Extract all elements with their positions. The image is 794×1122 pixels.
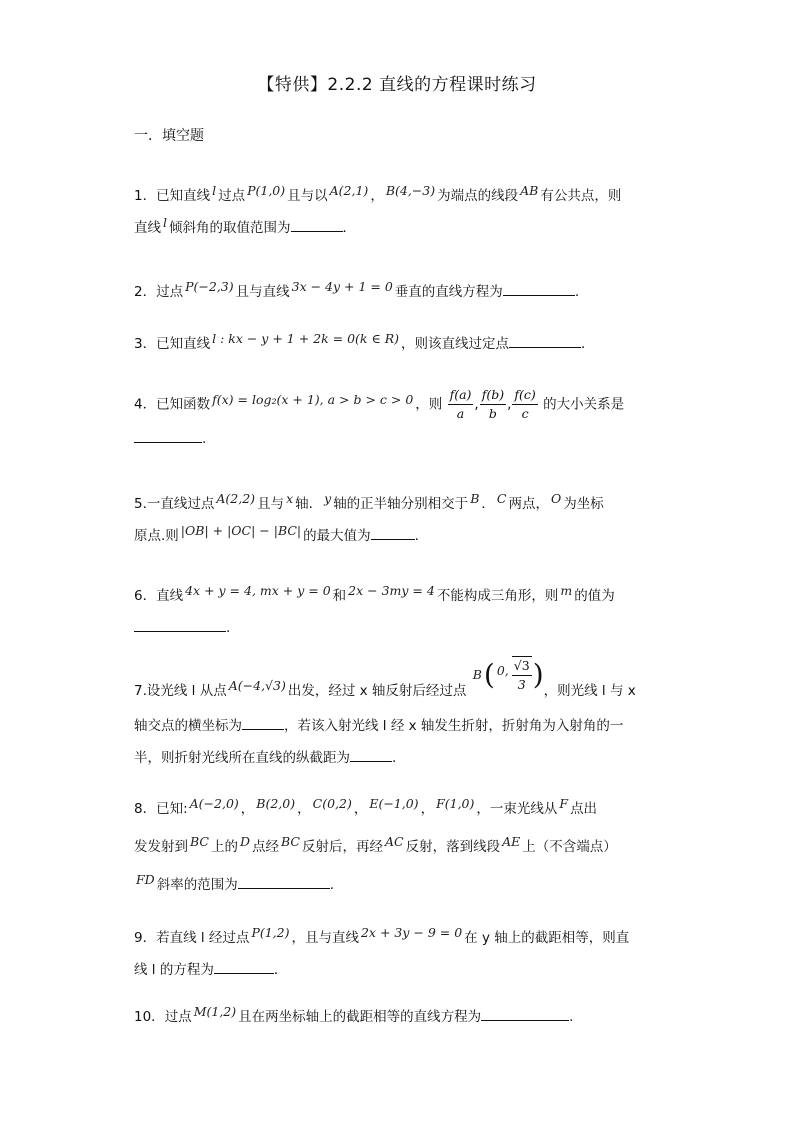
question-9 xyxy=(134,922,674,986)
math-expression: A(2,1) xyxy=(329,183,369,198)
question-text: 且在两坐标轴上的截距相等的直线方程为 xyxy=(238,1009,482,1025)
question-number: 2． xyxy=(134,284,157,300)
separator: ， xyxy=(297,801,311,817)
question-text: 过点 xyxy=(164,1009,192,1025)
question-text: 设光线 l 从点 xyxy=(146,683,227,699)
answer-blank[interactable] xyxy=(291,217,343,232)
section-heading: 一．填空题 xyxy=(134,128,204,144)
separator: ， xyxy=(353,801,368,817)
answer-blank[interactable] xyxy=(214,959,274,974)
question-text: 两点， xyxy=(508,496,549,512)
question-text: . xyxy=(329,877,334,893)
question-text: 点经 xyxy=(252,839,280,855)
question-number: 1． xyxy=(134,188,157,204)
math-expression: B xyxy=(470,491,480,506)
separator: , xyxy=(507,396,512,413)
math-expression: AB xyxy=(520,183,539,198)
fraction: $\frac{f(b)}{b}$ xyxy=(481,387,505,421)
question-5 xyxy=(134,488,674,552)
question-text: 半，则折射光线所在直线的纵截距为 xyxy=(134,750,350,766)
question-text: 的值为 xyxy=(574,588,615,604)
question-text: . xyxy=(226,620,231,636)
math-expression: 2x + 3y − 9 = 0 xyxy=(360,925,463,940)
question-text: 和 xyxy=(332,588,347,604)
math-expression: l : kx − y + 1 + 2k = 0(k ∈ R) xyxy=(212,331,399,346)
separator: ， xyxy=(240,801,255,817)
question-text: 轴交点的横坐标为 xyxy=(134,718,242,734)
answer-blank[interactable] xyxy=(371,525,415,540)
question-8 xyxy=(134,790,674,904)
question-text: 直线 xyxy=(134,220,161,236)
math-expression: A(−2,0) xyxy=(189,796,239,811)
math-expression: BC xyxy=(281,834,300,849)
question-text: 出发，经过 x 轴反射后经过点 xyxy=(287,683,467,699)
question-number: 10． xyxy=(134,1009,165,1025)
question-text: 线 l 的方程为 xyxy=(134,962,214,978)
fraction: $\frac{√3}{3}$ xyxy=(513,658,530,692)
math-expression: x xyxy=(286,491,294,506)
question-text: 在 y 轴上的截距相等，则直 xyxy=(464,930,630,946)
math-expression: B(4,−3) xyxy=(385,183,436,198)
question-text: 斜率的范围为 xyxy=(156,877,238,893)
math-expression: C(0,2) xyxy=(312,796,352,811)
math-expression: A(−4,√3) xyxy=(228,678,286,693)
question-text: 直线 xyxy=(156,588,184,604)
answer-blank[interactable] xyxy=(134,617,226,632)
question-text: 已知直线 xyxy=(156,336,211,352)
question-text: 且与直线 xyxy=(235,284,290,300)
question-2 xyxy=(134,276,674,308)
question-text: 已知直线 xyxy=(156,188,211,204)
math-expression: l xyxy=(163,215,167,230)
math-expression: m xyxy=(560,583,573,598)
question-text: 过点 xyxy=(218,188,246,204)
math-expression: BC xyxy=(190,834,209,849)
question-text: . xyxy=(574,284,580,300)
math-expression: B(2,0) xyxy=(256,796,296,811)
point-b-expression: B( 0, $\frac{√3}{3}$ ) xyxy=(472,658,544,692)
question-text: 一直线过点 xyxy=(146,496,215,512)
question-6 xyxy=(134,580,674,644)
question-text: 上的 xyxy=(210,839,238,855)
question-text: 发发射到 xyxy=(134,839,188,855)
answer-blank[interactable] xyxy=(503,281,575,296)
question-text: . xyxy=(414,528,419,544)
answer-blank[interactable] xyxy=(481,1006,569,1021)
question-text: 轴的正半轴分别相交于 xyxy=(333,496,469,512)
question-text: . xyxy=(202,431,207,447)
question-text: ，一束光线从 xyxy=(476,801,558,817)
math-expression: P(−2,3) xyxy=(185,279,234,294)
question-text: ，若该入射光线 l 经 x 轴发生折射，折射角为入射角的一 xyxy=(284,718,624,734)
answer-blank[interactable] xyxy=(509,333,581,348)
question-text: 且与 xyxy=(257,496,285,512)
question-text: 若直线 l 经过点 xyxy=(156,930,250,946)
question-number: 8． xyxy=(134,801,157,817)
math-expression: E(−1,0) xyxy=(369,796,419,811)
question-text: 有公共点，则 xyxy=(540,188,622,204)
question-number: 3． xyxy=(134,336,157,352)
question-text: ，则光线 l 与 x xyxy=(543,683,636,699)
question-text: 垂直的直线方程为 xyxy=(394,284,503,300)
question-text: 的最大值为 xyxy=(303,528,371,544)
question-text: ． xyxy=(273,962,288,978)
question-text: . xyxy=(392,750,397,766)
math-expression: C xyxy=(496,491,507,506)
question-text: ． xyxy=(581,336,595,352)
question-number: 5. xyxy=(134,496,147,512)
math-expression: A(2,2) xyxy=(216,491,256,506)
math-expression: 2x − 3my = 4 xyxy=(348,583,435,598)
question-text: ． xyxy=(342,220,356,236)
question-text: 倾斜角的取值范围为 xyxy=(169,220,291,236)
math-expression: O xyxy=(550,491,562,506)
question-text: 反射，落到线段 xyxy=(405,839,501,855)
separator: ， xyxy=(420,801,435,817)
question-text: 的大小关系是 xyxy=(543,396,625,413)
question-text: . xyxy=(569,1009,574,1025)
question-number: 4． xyxy=(134,396,157,413)
math-expression: |OB| + |OC| − |BC| xyxy=(180,523,302,538)
math-expression: AC xyxy=(385,834,404,849)
question-text: ，且与直线 xyxy=(291,930,359,946)
question-text: 过点 xyxy=(156,284,184,300)
question-text: 为坐标 xyxy=(563,496,604,512)
answer-blank[interactable] xyxy=(238,874,330,889)
question-text: 点出 xyxy=(570,801,598,817)
math-expression: l xyxy=(212,183,217,198)
answer-blank[interactable] xyxy=(134,428,202,443)
question-number: 6． xyxy=(134,588,157,604)
separator: , xyxy=(474,396,479,413)
question-text: ， xyxy=(370,188,384,204)
math-expression: AE xyxy=(502,834,521,849)
question-text: 原点.则 xyxy=(134,528,179,544)
question-text: 且与以 xyxy=(287,188,328,204)
question-text: ，则 xyxy=(415,396,443,413)
question-text: 不能构成三角形，则 xyxy=(436,588,559,604)
question-text: 反射后，再经 xyxy=(302,839,383,855)
question-1 xyxy=(134,180,674,244)
question-number: 9． xyxy=(134,930,157,946)
math-expression: f(x) = log₂(x + 1), a > b > c > 0 xyxy=(212,391,414,407)
math-expression: D xyxy=(239,834,251,849)
question-text: 已知函数 xyxy=(156,396,211,413)
question-number: 7. xyxy=(134,683,147,699)
math-expression: FD xyxy=(136,872,155,887)
question-3 xyxy=(134,328,674,360)
math-expression: F(1,0) xyxy=(436,796,475,811)
question-text: ，则该直线过定点 xyxy=(401,336,509,352)
fraction: $\frac{f(a)}{a}$ xyxy=(449,387,472,421)
question-text: 为端点的线段 xyxy=(437,188,519,204)
question-text: 已知: xyxy=(156,801,188,817)
page-title: 【特供】2.2.2 直线的方程课时练习 xyxy=(257,75,537,95)
answer-blank[interactable] xyxy=(242,715,284,730)
math-expression: 4x + y = 4, mx + y = 0 xyxy=(185,583,331,598)
fraction: $\frac{f(c)}{c}$ xyxy=(514,387,536,421)
math-expression: P(1,0) xyxy=(247,183,286,198)
math-expression: M(1,2) xyxy=(193,1004,237,1019)
math-expression: 3x − 4y + 1 = 0 xyxy=(291,279,393,294)
question-7 xyxy=(134,658,674,774)
question-4 xyxy=(134,386,674,455)
question-text: ． xyxy=(481,496,495,512)
answer-blank[interactable] xyxy=(350,747,392,762)
question-10 xyxy=(134,1001,674,1033)
question-text: 上（不含端点） xyxy=(522,839,617,855)
math-expression: P(1,2) xyxy=(251,925,290,940)
math-expression: F xyxy=(559,796,569,811)
math-expression: y xyxy=(324,491,332,506)
question-text: 轴． xyxy=(295,496,323,512)
